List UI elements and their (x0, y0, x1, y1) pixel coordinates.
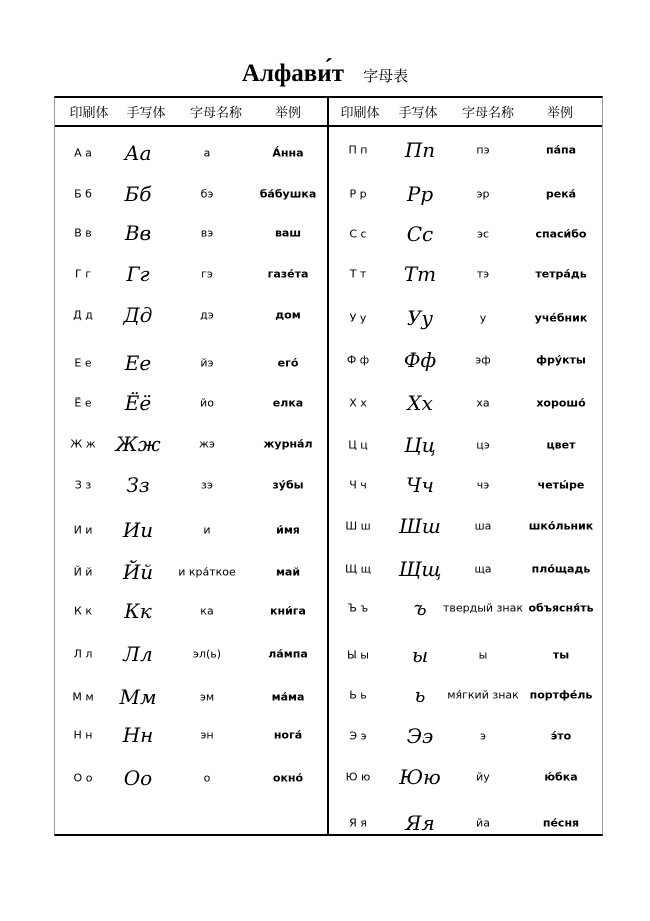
right-print-letter: Щ щ (345, 562, 371, 576)
left-letter-name: и (203, 523, 211, 537)
right-example-word: ты (552, 648, 570, 662)
left-script-letter: Аа (124, 141, 152, 165)
right-letter-name: цэ (476, 438, 490, 452)
left-letter-name: эн (200, 728, 214, 742)
left-print-letter: Е е (74, 356, 92, 370)
right-script-letter: Тт (403, 262, 437, 286)
right-script-letter: Щщ (398, 557, 442, 581)
left-script-letter: Бб (124, 182, 152, 206)
right-letter-name: э (479, 729, 487, 743)
right-print-letter: Р р (349, 187, 367, 201)
left-print-letter: А а (74, 146, 92, 160)
left-print-letter: О о (73, 771, 93, 785)
right-example-word: река́ (545, 187, 577, 201)
header-example-right: 举例 (546, 106, 573, 121)
title-main: Алфави́т (241, 60, 344, 87)
right-example-word: четы́ре (537, 478, 585, 492)
right-script-letter: Яя (405, 811, 435, 835)
left-letter-name: жэ (199, 437, 215, 451)
right-example-word: э́то (550, 729, 572, 743)
left-script-letter: Мм (119, 685, 157, 709)
left-print-letter: Ё е (74, 396, 92, 410)
right-example-word: хорошо́ (536, 396, 586, 410)
right-print-letter: Ю ю (345, 770, 371, 784)
right-example-word: ю́бка (544, 770, 578, 784)
right-letter-name: эф (475, 353, 491, 367)
right-script-letter: Уу (406, 306, 434, 330)
left-print-letter: Ж ж (70, 437, 96, 451)
left-script-letter: Лл (123, 642, 153, 666)
left-print-letter: З з (74, 478, 92, 492)
right-letter-name: мя́гкий знак (447, 688, 519, 702)
right-print-letter: Я я (349, 816, 367, 830)
left-print-letter: К к (74, 604, 92, 618)
right-script-letter: Ээ (406, 724, 434, 748)
right-letter-name: у (479, 311, 487, 325)
left-example-word: ма́ма (271, 690, 305, 704)
left-print-letter: Й й (73, 565, 93, 579)
left-example-word: А́нна (272, 146, 304, 160)
right-letter-name: эс (476, 227, 490, 241)
header-script-left: 手写体 (126, 106, 166, 121)
left-letter-name: йэ (200, 356, 214, 370)
left-print-letter: Г г (75, 267, 91, 281)
right-print-letter: Ч ч (349, 478, 367, 492)
left-example-word: ваш (274, 226, 302, 240)
right-script-letter: Пп (404, 138, 436, 162)
left-print-letter: И и (73, 523, 93, 537)
left-print-letter: Д д (73, 308, 93, 322)
right-letter-name: ха (476, 396, 490, 410)
header-name-right: 字母名称 (461, 106, 514, 121)
left-letter-name: бэ (200, 187, 214, 201)
right-letter-name: йу (476, 770, 490, 784)
right-print-letter: Ы ы (347, 648, 369, 662)
right-print-letter: Ш ш (345, 519, 371, 533)
header-print-left: 印刷体 (69, 106, 109, 121)
left-example-word: зу́бы (272, 478, 304, 492)
right-script-letter: Хх (407, 391, 433, 415)
left-script-letter: Жж (115, 432, 161, 456)
left-example-word: его́ (277, 356, 299, 370)
right-letter-name: ша (474, 519, 492, 533)
left-example-word: окно́ (272, 771, 304, 785)
left-letter-name: йо (200, 396, 214, 410)
left-print-letter: Б б (74, 187, 92, 201)
left-script-letter: Зз (126, 473, 150, 497)
left-example-word: газе́та (267, 267, 309, 281)
right-letter-name: чэ (476, 478, 490, 492)
left-example-word: нога́ (273, 728, 303, 742)
left-letter-name: гэ (201, 267, 213, 281)
right-script-letter: Фф (403, 348, 437, 372)
left-example-word: журна́л (263, 437, 313, 451)
left-letter-name: и кра́ткое (178, 565, 236, 579)
left-print-letter: Н н (73, 728, 93, 742)
left-script-letter: Гг (126, 262, 150, 286)
column-divider (327, 98, 329, 834)
right-example-word: цвет (546, 438, 576, 452)
left-letter-name: зэ (201, 478, 213, 492)
right-script-letter: ь (414, 683, 426, 707)
right-print-letter: Ф ф (346, 353, 370, 367)
left-example-word: кни́га (270, 604, 306, 618)
right-letter-name: ы (478, 648, 488, 662)
right-script-letter: Сс (406, 222, 434, 246)
left-print-letter: В в (74, 226, 92, 240)
left-print-letter: М м (72, 690, 94, 704)
left-example-word: дом (275, 308, 301, 322)
left-script-letter: Ее (124, 351, 152, 375)
right-script-letter: Юю (399, 765, 441, 789)
left-print-letter: Л л (73, 647, 93, 661)
right-print-letter: Т т (349, 267, 367, 281)
left-script-letter: Йй (122, 560, 154, 584)
title-sub: 字母表 (363, 67, 409, 85)
right-script-letter: Рр (406, 182, 434, 206)
left-letter-name: вэ (200, 226, 214, 240)
page-title (0, 60, 650, 88)
left-script-letter: Кк (124, 599, 152, 623)
right-example-word: тетра́дь (535, 267, 587, 281)
right-print-letter: П п (348, 143, 368, 157)
right-print-letter: С с (349, 227, 367, 241)
right-print-letter: У у (349, 311, 367, 325)
right-letter-name: пэ (476, 143, 490, 157)
right-script-letter: Чч (406, 473, 434, 497)
left-letter-name: а (203, 146, 211, 160)
right-example-word: пе́сня (542, 816, 580, 830)
right-print-letter: Ц ц (348, 438, 368, 452)
left-script-letter: Дд (123, 303, 153, 327)
left-letter-name: ка (200, 604, 214, 618)
right-example-word: портфе́ль (529, 688, 593, 702)
right-letter-name: йа (476, 816, 490, 830)
left-script-letter: Вв (124, 221, 152, 245)
left-script-letter: Нн (122, 723, 154, 747)
left-example-word: ба́бушка (259, 187, 317, 201)
header-print-right: 印刷体 (340, 106, 380, 121)
left-example-word: и́мя (276, 523, 300, 537)
left-script-letter: Ии (122, 518, 154, 542)
right-script-letter: ъ (413, 596, 427, 620)
right-print-letter: Х х (349, 396, 367, 410)
left-example-word: ла́мпа (268, 647, 308, 661)
header-example-left: 举例 (274, 106, 301, 121)
left-letter-name: эл(ь) (192, 647, 222, 661)
right-letter-name: эр (476, 187, 490, 201)
left-letter-name: эм (199, 690, 215, 704)
left-script-letter: Ёё (124, 391, 152, 415)
left-example-word: елка (272, 396, 304, 410)
right-example-word: па́па (545, 143, 577, 157)
right-letter-name: твердый знак (442, 601, 523, 615)
right-script-letter: Шш (399, 514, 441, 538)
right-letter-name: тэ (476, 267, 490, 281)
header-name-left: 字母名称 (189, 106, 242, 121)
right-example-word: объясня́ть (528, 601, 594, 615)
right-example-word: спаси́бо (535, 227, 587, 241)
left-letter-name: дэ (200, 308, 214, 322)
right-example-word: пло́щадь (531, 562, 591, 576)
left-example-word: май (275, 565, 301, 579)
left-script-letter: Оо (123, 766, 153, 790)
right-script-letter: ы (411, 643, 429, 667)
right-print-letter: Э э (349, 729, 367, 743)
right-print-letter: Ь ь (349, 688, 367, 702)
right-script-letter: Цц (404, 433, 436, 457)
left-letter-name: о (203, 771, 211, 785)
right-example-word: фру́кты (536, 353, 586, 367)
right-example-word: шко́льник (528, 519, 594, 533)
right-letter-name: ща (474, 562, 492, 576)
right-example-word: учéбник (534, 311, 588, 325)
header-script-right: 手写体 (398, 106, 438, 121)
right-print-letter: Ъ ъ (347, 601, 369, 615)
